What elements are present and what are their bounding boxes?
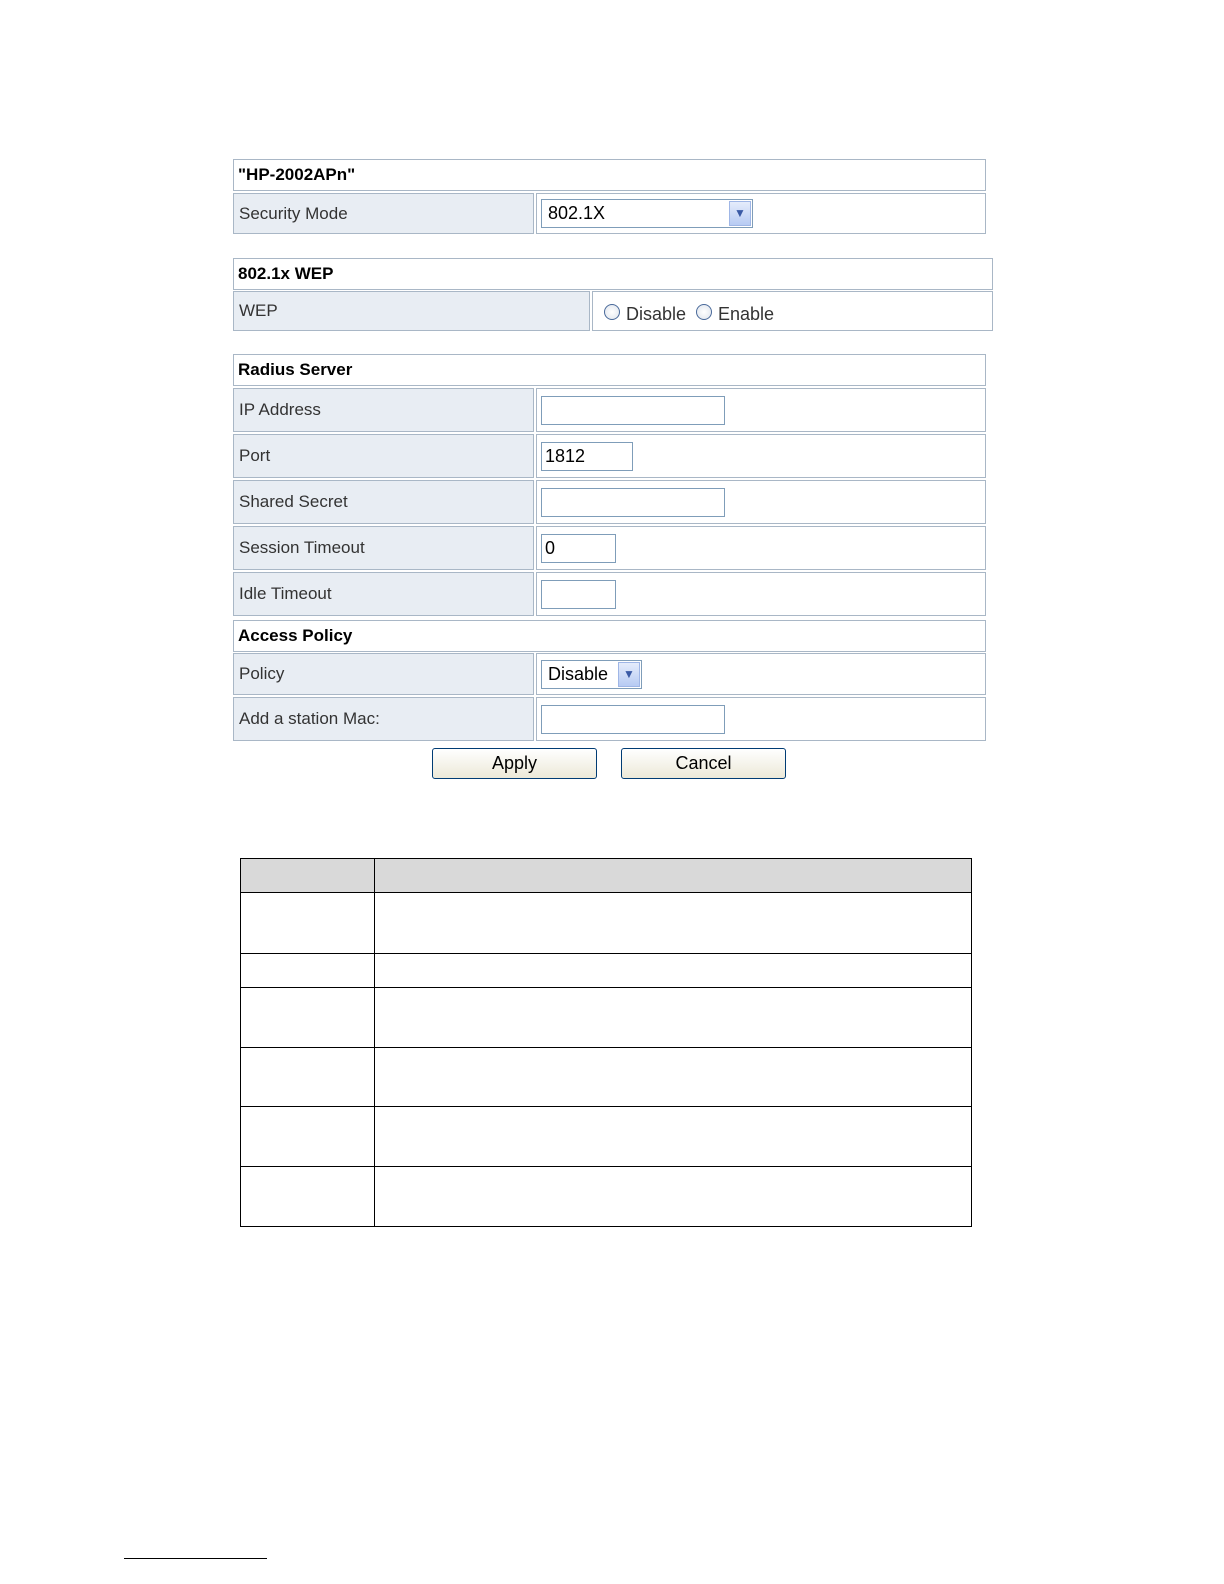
table-cell: [241, 988, 375, 1048]
table-header-cell: [241, 859, 375, 893]
session-timeout-label: Session Timeout: [233, 526, 534, 570]
cancel-button[interactable]: Cancel: [621, 748, 786, 779]
wep-disable-label[interactable]: Disable: [626, 304, 687, 324]
policy-select[interactable]: [541, 660, 642, 689]
idle-timeout-cell: [536, 572, 986, 616]
station-mac-label: Add a station Mac:: [233, 697, 534, 741]
policy-label: Policy: [233, 653, 534, 695]
radius-section-title: Radius Server: [233, 354, 986, 386]
session-timeout-input[interactable]: 0: [541, 534, 616, 563]
port-input[interactable]: 1812: [541, 442, 633, 471]
security-mode-select[interactable]: [541, 199, 753, 228]
ssid-title: "HP-2002APn": [233, 159, 986, 191]
table-row: [241, 893, 972, 954]
shared-secret-label: Shared Secret: [233, 480, 534, 524]
session-timeout-cell: [536, 526, 986, 570]
table-cell: [241, 1048, 375, 1107]
security-mode-value: 802.1X: [548, 203, 606, 223]
ip-address-input[interactable]: [541, 396, 725, 425]
shared-secret-cell: [536, 480, 986, 524]
table-cell: [241, 893, 375, 954]
apply-button[interactable]: Apply: [432, 748, 597, 779]
shared-secret-input[interactable]: [541, 488, 725, 517]
idle-timeout-label: Idle Timeout: [233, 572, 534, 616]
footnote-separator: [124, 1558, 267, 1559]
ip-address-cell: [536, 388, 986, 432]
table-cell: [375, 1167, 972, 1227]
table-cell: [241, 1167, 375, 1227]
station-mac-input[interactable]: [541, 705, 725, 734]
table-cell: [241, 954, 375, 988]
table-row: [241, 988, 972, 1048]
wep-enable-radio[interactable]: [696, 304, 712, 320]
security-mode-cell: [536, 193, 986, 234]
port-cell: [536, 434, 986, 478]
table-cell: [375, 988, 972, 1048]
security-mode-label: Security Mode: [233, 193, 534, 234]
policy-cell: [536, 653, 986, 695]
wep-enable-label[interactable]: Enable: [718, 304, 775, 324]
access-policy-title: Access Policy: [233, 620, 986, 652]
table-row: [241, 954, 972, 988]
wep-disable-radio[interactable]: [604, 304, 620, 320]
table-row: [241, 1107, 972, 1167]
wep-label: WEP: [233, 291, 590, 331]
description-table: [240, 858, 972, 1227]
chevron-down-icon[interactable]: ▼: [729, 201, 751, 226]
table-row: [241, 1048, 972, 1107]
table-header-row: [241, 859, 972, 893]
table-cell: [375, 1048, 972, 1107]
idle-timeout-input[interactable]: [541, 580, 616, 609]
table-cell: [375, 954, 972, 988]
table-header-cell: [375, 859, 972, 893]
policy-value: Disable: [548, 664, 609, 684]
table-cell: [375, 893, 972, 954]
station-mac-cell: [536, 697, 986, 741]
table-row: [241, 1167, 972, 1227]
table-cell: [241, 1107, 375, 1167]
chevron-down-icon[interactable]: ▼: [618, 662, 640, 687]
port-label: Port: [233, 434, 534, 478]
table-cell: [375, 1107, 972, 1167]
wep-section-title: 802.1x WEP: [233, 258, 993, 290]
ip-address-label: IP Address: [233, 388, 534, 432]
wep-cell: [592, 291, 993, 331]
